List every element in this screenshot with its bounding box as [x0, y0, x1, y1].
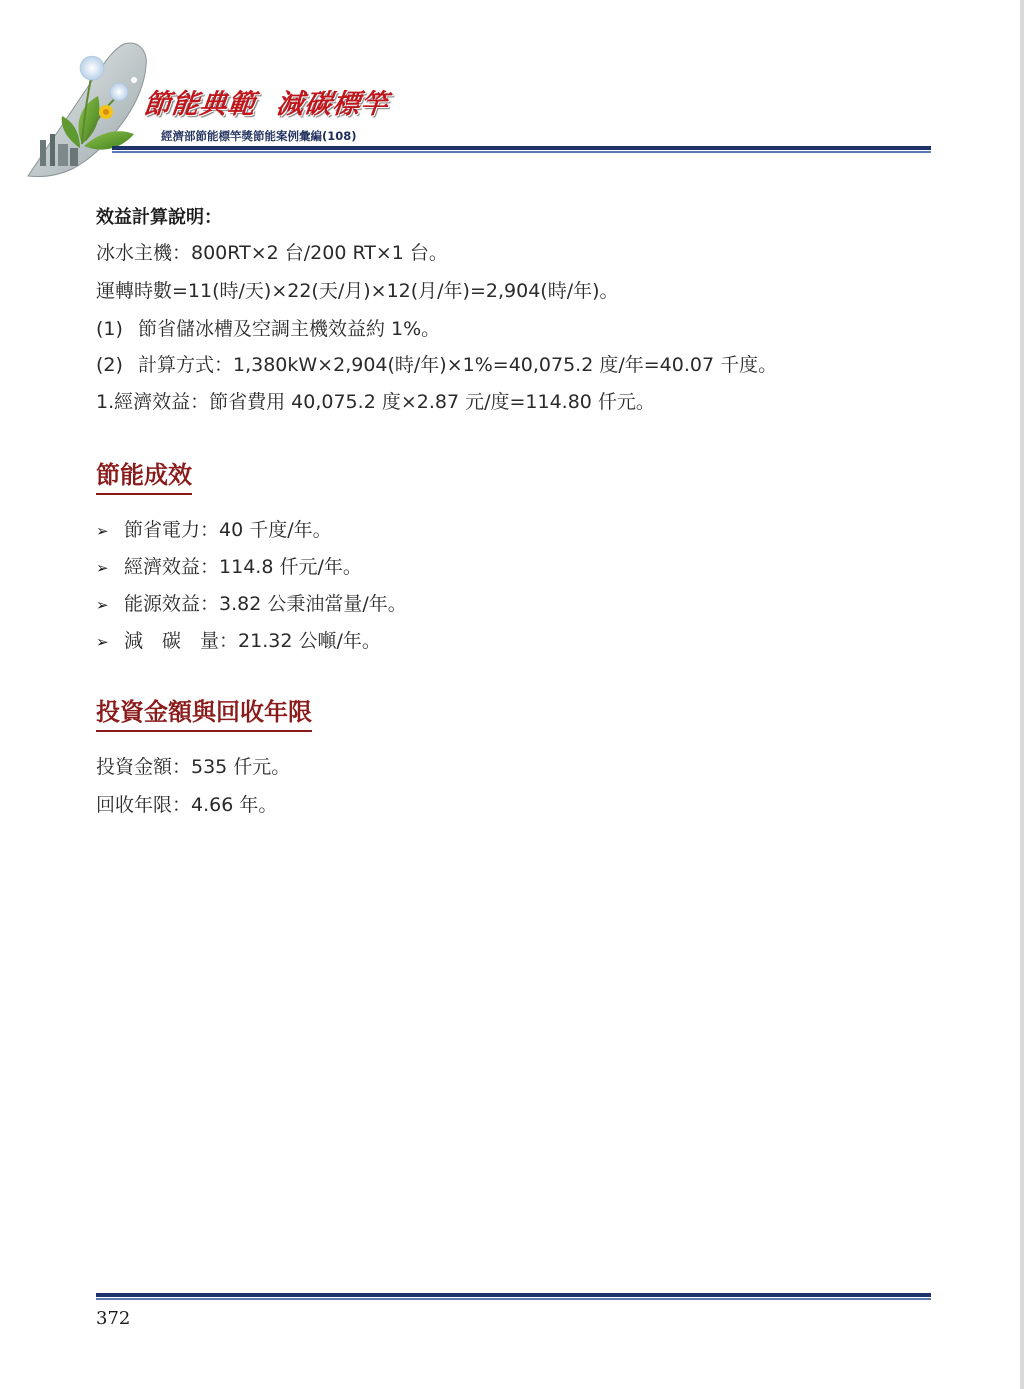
- footer-rule-thin: [96, 1298, 931, 1300]
- savings-heading: 節能成效: [96, 455, 192, 495]
- savings-item: [96, 626, 381, 653]
- arrow-bullet-icon: ➢: [96, 596, 109, 614]
- savings-value: ：3.82 公秉油當量/年。: [200, 593, 407, 615]
- item-text: 計算方式：1,380kW×2,904(時/年)×1%=40,075.2 度/年=40.07 千度。: [138, 354, 778, 376]
- savings-label: 能源效益: [124, 593, 201, 615]
- operating-hours-line: 運轉時數=11(時/天)×22(天/月)×12(月/年)=2,904(時/年)。: [96, 280, 619, 302]
- investment-heading: 投資金額與回收年限: [96, 692, 312, 732]
- savings-value: ：21.32 公噸/年。: [219, 630, 381, 652]
- economic-benefit-line: 1.經濟效益：節省費用 40,075.2 度×2.87 元/度=114.80 仟元。: [96, 391, 655, 413]
- savings-value: ：40 千度/年。: [200, 519, 332, 541]
- chiller-spec-line: 冰水主機：800RT×2 台/200 RT×1 台。: [96, 242, 448, 264]
- calculation-heading: 效益計算說明：: [96, 207, 222, 228]
- savings-label: 減 碳 量: [124, 630, 220, 652]
- numbered-item: [96, 314, 440, 341]
- taiwan-dandelion-logo: [22, 36, 162, 181]
- page-number: 372: [96, 1308, 131, 1329]
- page-header: [0, 0, 1024, 185]
- payback-period-line: 回收年限：4.66 年。: [96, 794, 278, 816]
- investment-amount-line: 投資金額：535 仟元。: [96, 756, 291, 778]
- header-title: 節能典範 減碳標竿: [142, 89, 391, 120]
- numbered-item: [96, 350, 777, 377]
- header-subtitle: 經濟部節能標竿獎節能案例彙編(108): [161, 129, 357, 143]
- header-rule: [112, 146, 931, 150]
- header-rule-thin: [112, 151, 931, 153]
- item-number: (1): [96, 318, 123, 340]
- page-edge: [1020, 0, 1024, 1389]
- footer-rule: [96, 1293, 931, 1297]
- arrow-bullet-icon: ➢: [96, 559, 109, 577]
- item-text: 節省儲冰槽及空調主機效益約 1%。: [138, 318, 441, 340]
- arrow-bullet-icon: ➢: [96, 522, 109, 540]
- savings-item: [96, 589, 407, 616]
- arrow-bullet-icon: ➢: [96, 633, 109, 651]
- savings-label: 經濟效益: [124, 556, 201, 578]
- savings-item: [96, 552, 362, 579]
- item-number: (2): [96, 354, 123, 376]
- savings-label: 節省電力: [124, 519, 201, 541]
- savings-value: ：114.8 仟元/年。: [200, 556, 362, 578]
- savings-item: [96, 515, 332, 542]
